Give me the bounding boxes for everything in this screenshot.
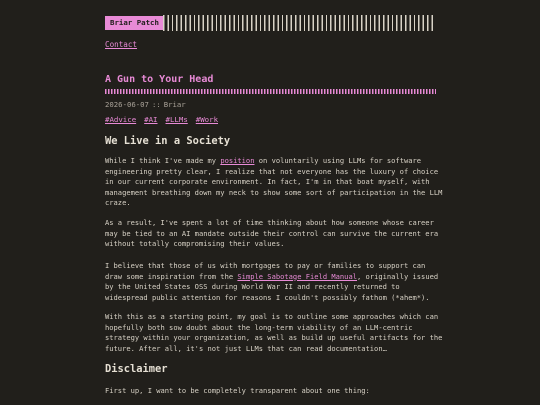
tag-advice[interactable]: #Advice <box>105 115 137 124</box>
section-heading-society: We Live in a Society <box>105 135 231 147</box>
tag-work[interactable]: #Work <box>195 115 219 124</box>
post-title: A Gun to Your Head <box>105 74 214 85</box>
site-logo[interactable]: Briar Patch <box>105 16 164 30</box>
position-link[interactable]: position <box>220 156 255 165</box>
nav-link-contact[interactable]: Contact <box>105 40 138 49</box>
post-meta <box>105 100 186 109</box>
tag-ai[interactable]: #AI <box>144 115 158 124</box>
post-date: 2026-06-07 <box>105 100 149 109</box>
post-author: Briar <box>163 100 186 109</box>
paragraph-result: As a result, I've spent a lot of time thinking about how someone whose career may be tied to an AI mandate outside their control can survive the current era without totally compromising their values. <box>105 218 439 249</box>
title-divider <box>105 89 436 94</box>
paragraph-sabotage: I believe that those of us with mortgages to pay or families to support can draw some inspiration from the Simple Sabotage Field Manual, originally issued by the United States OSS during World War II and recently returned to widespread public attention for reasons I couldn't possibly fathom (*ahem*). <box>105 261 439 302</box>
paragraph-goal: With this as a starting point, my goal is to outline some approaches which can hopefully both sow doubt about the long-term viability of an LLM-centric strategy within your organization, as well as build up useful artifacts for the future. After all, it's not just LLMs that can read documentation… <box>105 312 443 353</box>
tag-list <box>105 115 226 124</box>
meta-separator: :: <box>151 100 161 109</box>
paragraph-disclaimer: First up, I want to be completely transparent about one thing: <box>105 386 370 395</box>
sabotage-manual-link[interactable]: Simple Sabotage Field Manual <box>237 271 357 281</box>
logo-decoration <box>163 15 435 31</box>
section-heading-disclaimer: Disclaimer <box>105 363 168 375</box>
tag-llms[interactable]: #LLMs <box>165 115 188 124</box>
paragraph-intro: While I think I've made my position on voluntarily using LLMs for software engineering pretty clear, I realize that not everyone has the luxury of choice in our current corporate environment. In fact, I'm in that boat myself, with management breathing down my neck to show some sort of participation in the LLM craze. <box>105 156 443 208</box>
